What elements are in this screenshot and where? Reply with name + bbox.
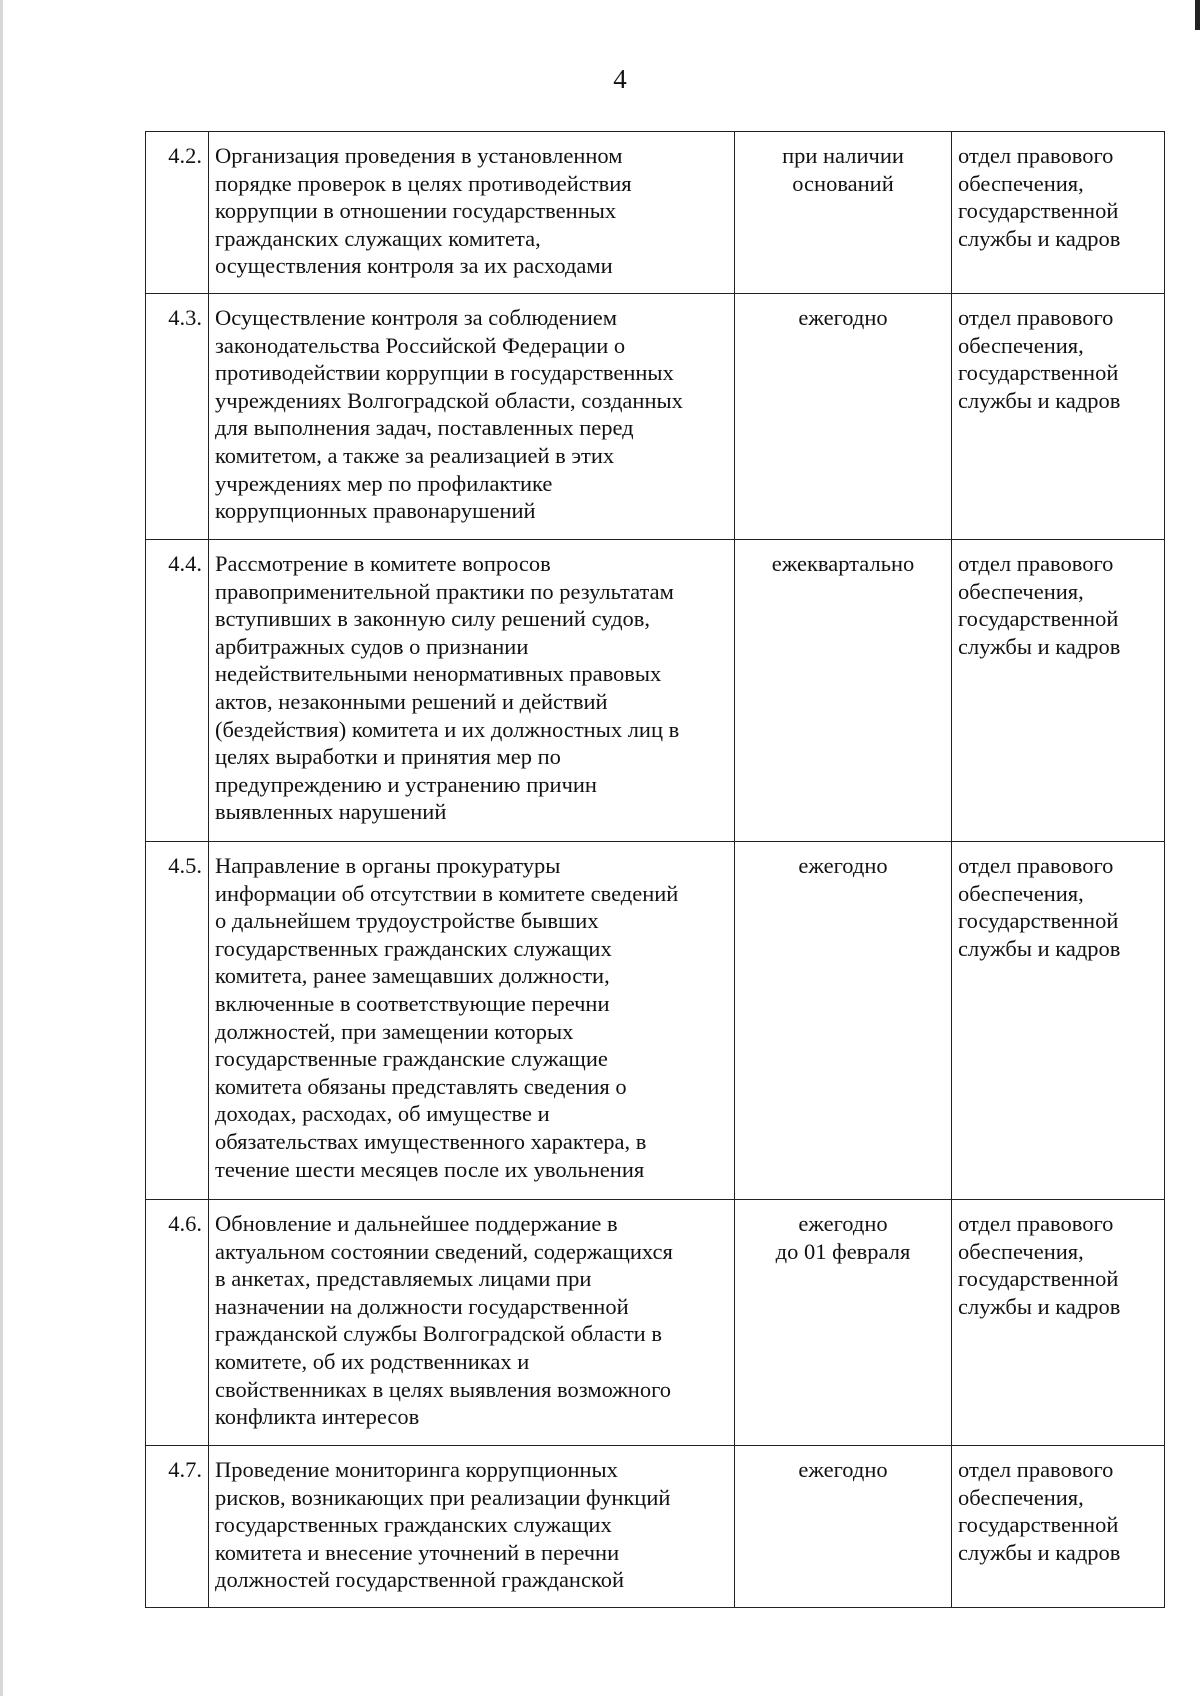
action-text-line: Организация проведения в установленном (215, 143, 623, 168)
item-number: 4.4. (168, 551, 202, 576)
table-row (146, 1200, 1165, 1446)
action-text-line: комитета, ранее замещавших должности, (215, 963, 610, 989)
deadline-text-line: оснований (792, 170, 894, 196)
responsible-text-line: отдел правового (958, 1211, 1114, 1236)
responsible-text-line: службы и кадров (958, 633, 1121, 659)
action-text-line: законодательства Российской Федерации о (215, 332, 626, 358)
action-text-line: включенные в соответствующие перечни (215, 990, 610, 1016)
action-text-line: Обновление и дальнейшее поддержание в (215, 1211, 618, 1236)
action-text-line: актов, незаконными решений и действий (215, 688, 608, 714)
deadline-text-line: при наличии (782, 143, 904, 168)
responsible-text-line: обеспечения, (958, 332, 1084, 358)
item-number-cell (146, 842, 209, 1200)
action-text-line: недействительными ненормативных правовых (215, 661, 662, 687)
action-cell (209, 1446, 735, 1608)
item-number: 4.3. (168, 305, 202, 330)
action-cell (209, 1200, 735, 1446)
responsible-text-line: государственной (958, 908, 1119, 934)
table-row (146, 294, 1165, 540)
action-text-line: комитета обязаны представлять сведения о (215, 1073, 627, 1099)
action-text-line: комитетом, а также за реализацией в этих (215, 442, 615, 468)
action-text-line: Осуществление контроля за соблюдением (215, 305, 617, 330)
table-row (146, 1446, 1165, 1608)
item-number-cell (146, 540, 209, 842)
scan-edge (0, 0, 3, 1696)
action-text-line: предупреждению и устранению причин (215, 771, 597, 797)
action-text-line: целях выработки и принятия мер по (215, 744, 561, 770)
responsible-text-line: обеспечения, (958, 1238, 1084, 1264)
page-number: 4 (613, 64, 627, 94)
item-number-cell (146, 1200, 209, 1446)
responsible-cell (952, 294, 1165, 540)
action-text-line: гражданских служащих комитета, (215, 225, 541, 251)
item-number: 4.2. (168, 143, 202, 168)
action-text-line: свойственниках в целях выявления возможного (215, 1376, 672, 1402)
responsible-text-line: обеспечения, (958, 170, 1084, 196)
action-text-line: Рассмотрение в комитете вопросов (215, 551, 551, 576)
action-cell (209, 842, 735, 1200)
table-row (146, 540, 1165, 842)
action-text-line: рисков, возникающих при реализации функций (215, 1484, 671, 1510)
action-text-line: Направление в органы прокуратуры (215, 853, 561, 878)
responsible-text-line: отдел правового (958, 853, 1114, 878)
deadline-cell (735, 842, 952, 1200)
action-text-line: государственные гражданские служащие (215, 1046, 608, 1072)
deadline-text-line: ежегодно (798, 1457, 888, 1482)
responsible-text-line: обеспечения, (958, 1484, 1084, 1510)
action-cell (209, 540, 735, 842)
deadline-text-line: ежеквартально (771, 551, 915, 576)
responsible-text-line: службы и кадров (958, 387, 1121, 413)
responsible-cell (952, 1200, 1165, 1446)
deadline-text-line: ежегодно (798, 853, 888, 878)
action-text-line: комитета и внесение уточнений в перечни (215, 1539, 620, 1565)
action-text-line: должностей, при замещении которых (215, 1018, 574, 1044)
deadline-cell (735, 132, 952, 294)
action-cell (209, 132, 735, 294)
action-text-line: арбитражных судов о признании (215, 633, 529, 659)
deadline-cell (735, 540, 952, 842)
action-text-line: учреждениях мер по профилактике (215, 470, 553, 496)
responsible-text-line: государственной (958, 1512, 1119, 1538)
action-text-line: конфликта интересов (215, 1404, 420, 1430)
responsible-cell (952, 540, 1165, 842)
action-text-line: назначении на должности государственной (215, 1293, 629, 1319)
table-row (146, 132, 1165, 294)
deadline-text-line: ежегодно (798, 1211, 888, 1236)
action-text-line: течение шести месяцев после их увольнения (215, 1156, 645, 1182)
item-number-cell (146, 294, 209, 540)
responsible-text-line: службы и кадров (958, 1539, 1121, 1565)
action-text-line: коррупционных правонарушений (215, 498, 536, 524)
action-text-line: доходах, расходах, об имуществе и (215, 1101, 550, 1127)
action-text-line: должностей государственной гражданской (215, 1567, 625, 1593)
action-text-line: коррупции в отношении государственных (215, 198, 617, 224)
action-text-line: вступивших в законную силу решений судов, (215, 606, 651, 632)
action-text-line: комитете, об их родственниках и (215, 1348, 530, 1374)
responsible-cell (952, 842, 1165, 1200)
deadline-cell (735, 294, 952, 540)
responsible-text-line: обеспечения, (958, 880, 1084, 906)
action-text-line: порядке проверок в целях противодействия (215, 170, 632, 196)
responsible-text-line: отдел правового (958, 305, 1114, 330)
action-cell (209, 294, 735, 540)
responsible-text-line: отдел правового (958, 551, 1114, 576)
responsible-cell (952, 132, 1165, 294)
action-text-line: обязательствах имущественного характера, в (215, 1128, 647, 1154)
responsible-text-line: государственной (958, 606, 1119, 632)
action-text-line: в анкетах, представляемых лицами при (215, 1266, 592, 1292)
item-number: 4.7. (168, 1457, 202, 1482)
item-number: 4.5. (168, 853, 202, 878)
deadline-text-line: ежегодно (798, 305, 888, 330)
deadline-cell (735, 1446, 952, 1608)
action-text-line: для выполнения задач, поставленных перед (215, 415, 634, 441)
responsible-text-line: службы и кадров (958, 225, 1121, 251)
responsible-text-line: обеспечения, (958, 578, 1084, 604)
measures-table (145, 131, 1165, 1608)
action-text-line: (бездействия) комитета и их должностных лиц в (215, 716, 680, 742)
action-text-line: информации об отсутствии в комитете сведений (215, 880, 679, 906)
deadline-cell (735, 1200, 952, 1446)
responsible-cell (952, 1446, 1165, 1608)
responsible-text-line: отдел правового (958, 143, 1114, 168)
item-number: 4.6. (168, 1211, 202, 1236)
deadline-text-line: до 01 февраля (775, 1238, 911, 1264)
responsible-text-line: службы и кадров (958, 1293, 1121, 1319)
action-text-line: о дальнейшем трудоустройстве бывших (215, 908, 599, 934)
action-text-line: государственных гражданских служащих (215, 935, 612, 961)
action-text-line: актуальном состоянии сведений, содержащихся (215, 1238, 673, 1264)
action-text-line: Проведение мониторинга коррупционных (215, 1457, 618, 1482)
responsible-text-line: службы и кадров (958, 935, 1121, 961)
responsible-text-line: государственной (958, 198, 1119, 224)
action-text-line: гражданской службы Волгоградской области в (215, 1321, 662, 1347)
scan-mark (1195, 0, 1200, 30)
responsible-text-line: отдел правового (958, 1457, 1114, 1482)
action-text-line: противодействии коррупции в государственных (215, 360, 674, 386)
item-number-cell (146, 1446, 209, 1608)
action-text-line: государственных гражданских служащих (215, 1512, 612, 1538)
measures-table-body (146, 132, 1165, 1608)
item-number-cell (146, 132, 209, 294)
responsible-text-line: государственной (958, 360, 1119, 386)
responsible-text-line: государственной (958, 1266, 1119, 1292)
action-text-line: правоприменительной практики по результатам (215, 578, 674, 604)
action-text-line: выявленных нарушений (215, 799, 447, 825)
action-text-line: учреждениях Волгоградской области, созданных (215, 387, 683, 413)
action-text-line: осуществления контроля за их расходами (215, 253, 613, 279)
table-row (146, 842, 1165, 1200)
